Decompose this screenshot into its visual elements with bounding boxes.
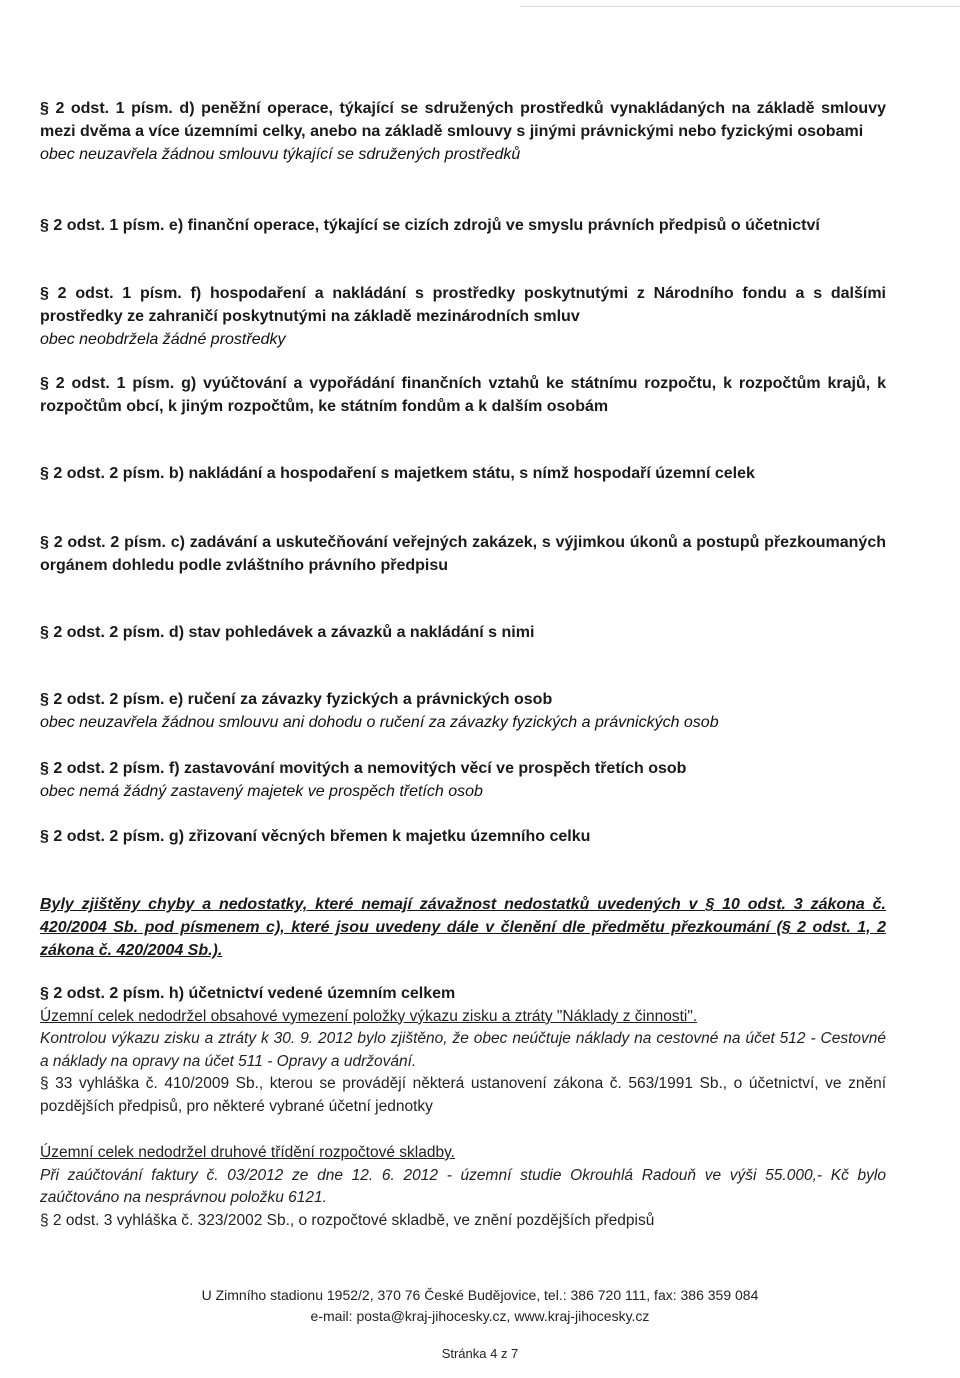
section-heading: § 2 odst. 2 písm. f) zastavování movitých a nemovitých věcí ve prospěch třetích osob: [40, 760, 687, 777]
section-note: obec neuzavřela žádnou smlouvu týkající se sdružených prostředků: [40, 146, 521, 163]
section-2-1-d: [40, 97, 886, 166]
finding-2: [40, 1142, 886, 1232]
section-2-1-g: [40, 372, 886, 418]
findings-intro-text: Byly zjištěny chyby a nedostatky, které nemají závažnost nedostatků uvedených v § 10 odst. 3 zákona č. 420/2004 Sb. pod písmenem c), které jsou uvedeny dále v členění dle předmětu přezkoumání (§ 2 odst. 1, 2 zákona č. 420/2004 Sb.).: [40, 896, 886, 959]
section-2-2-d: [40, 621, 886, 644]
section-2-2-h: [40, 983, 886, 1118]
finding-detail: Kontrolou výkazu zisku a ztráty k 30. 9. 2012 bylo zjištěno, že obec neúčtuje náklady na cestovné na účet 512 - Cestovné a náklady na opravy na účet 511 - Opravy a udržování.: [40, 1030, 886, 1070]
section-heading: § 2 odst. 1 písm. d) peněžní operace, týkající se sdružených prostředků vynakládaných na základě smlouvy mezi dvěma a více územními celky, anebo na základě smlouvy s jinými právnickými nebo fyzickými osobami: [40, 100, 886, 140]
footer-contact: e-mail: posta@kraj-jihocesky.cz, www.kraj-jihocesky.cz: [310, 1308, 650, 1324]
section-heading: § 2 odst. 2 písm. b) nakládání a hospodaření s majetkem státu, s nímž hospodaří územní celek: [40, 465, 755, 482]
section-2-2-e: [40, 688, 886, 734]
section-note: obec nemá žádný zastavený majetek ve prospěch třetích osob: [40, 783, 483, 800]
section-2-1-e: [40, 214, 886, 237]
finding-detail: Při zaúčtování faktury č. 03/2012 ze dne 12. 6. 2012 - územní studie Okrouhlá Radouň ve výši 55.000,- Kč bylo zaúčtováno na nesprávnou položku 6121.: [40, 1166, 886, 1206]
page-number: Stránka 4 z 7: [441, 1346, 519, 1361]
section-note: obec neobdržela žádné prostředky: [40, 331, 286, 348]
findings-intro: [40, 893, 886, 962]
finding-reference: § 33 vyhláška č. 410/2009 Sb., kterou se provádějí některá ustanovení zákona č. 563/1991 Sb., o účetnictví, ve znění pozdějších předpisů, pro některé vybrané účetní jednotky: [40, 1075, 886, 1115]
section-heading: § 2 odst. 1 písm. e) finanční operace, týkající se cizích zdrojů ve smyslu právních předpisů o účetnictví: [40, 217, 820, 234]
section-heading: § 2 odst. 2 písm. g) zřizovaní věcných břemen k majetku územního celku: [40, 828, 591, 845]
section-2-2-c: [40, 531, 886, 577]
finding-title: Územní celek nedodržel druhové třídění rozpočtové skladby.: [40, 1144, 455, 1161]
section-2-1-f: [40, 282, 886, 351]
section-heading: § 2 odst. 2 písm. d) stav pohledávek a závazků a nakládání s nimi: [40, 624, 535, 641]
section-heading: § 2 odst. 1 písm. f) hospodaření a nakládání s prostředky poskytnutými z Národního fondu a s dalšími prostředky ze zahraničí poskytnutými na základě mezinárodních smluv: [40, 285, 886, 325]
section-2-2-f: [40, 757, 886, 803]
scan-edge-line: [520, 6, 960, 7]
section-heading: § 2 odst. 2 písm. h) účetnictví vedené územním celkem: [40, 985, 456, 1002]
section-2-2-g: [40, 825, 886, 848]
footer-address: U Zimního stadionu 1952/2, 370 76 České Budějovice, tel.: 386 720 111, fax: 386 359 084: [201, 1287, 759, 1303]
section-heading: § 2 odst. 2 písm. c) zadávání a uskutečňování veřejných zakázek, s výjimkou úkonů a postupů přezkoumaných orgánem dohledu podle zvláštního právního předpisu: [40, 534, 886, 574]
finding-title: Územní celek nedodržel obsahové vymezení položky výkazu zisku a ztráty "Náklady z činnosti".: [40, 1007, 698, 1025]
section-2-2-b: [40, 462, 886, 485]
section-note: obec neuzavřela žádnou smlouvu ani dohodu o ručení za závazky fyzických a právnických osob: [40, 714, 719, 731]
section-heading: § 2 odst. 2 písm. e) ručení za závazky fyzických a právnických osob: [40, 691, 553, 708]
finding-reference: § 2 odst. 3 vyhláška č. 323/2002 Sb., o rozpočtové skladbě, ve znění pozdějších předpisů: [40, 1211, 655, 1229]
section-heading: § 2 odst. 1 písm. g) vyúčtování a vypořádání finančních vztahů ke státnímu rozpočtu, k rozpočtům krajů, k rozpočtům obcí, k jiným rozpočtům, ke státním fondům a k dalším osobám: [40, 375, 886, 415]
